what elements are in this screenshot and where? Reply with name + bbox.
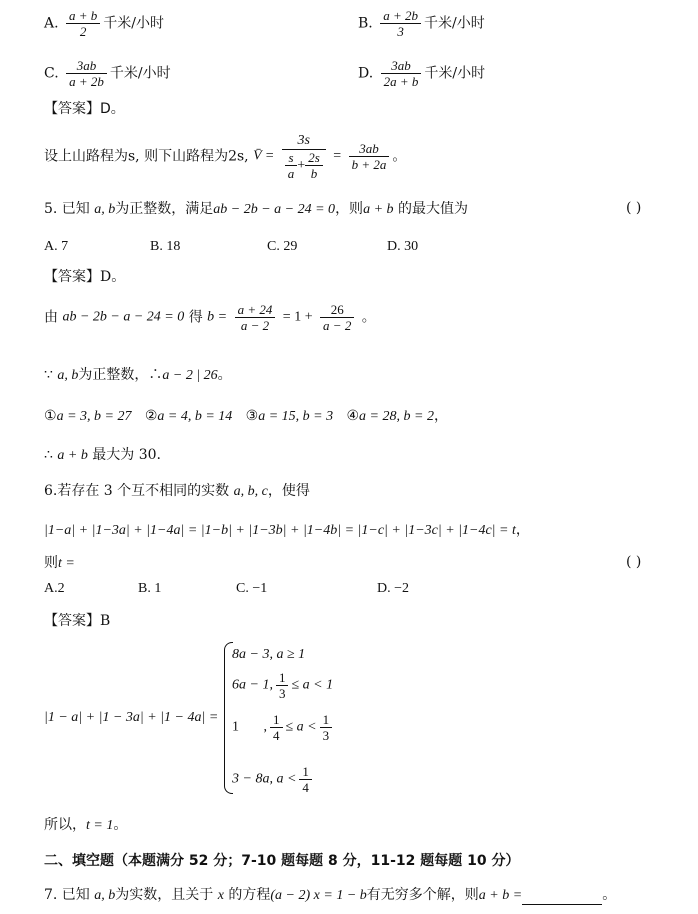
q6-question: 则t = — [44, 555, 75, 571]
q5-stem: 5. 已知 a, b为正整数，满足ab − 2b − a − 24 = 0，则a + b 的最大值为 — [44, 201, 468, 217]
q4-option-b — [358, 8, 485, 39]
q4-option-a — [44, 8, 164, 39]
q6-answer: 【答案】B — [44, 613, 111, 629]
q5-solution-line1: 由 ab − 2b − a − 24 = 0 得 b = $\frac{a + 24}{a - 2}$ = 1 + $\frac{26}{a - 2}$ 。 — [44, 302, 376, 333]
q6-conclusion: 所以，t = 1。 — [44, 817, 128, 833]
q5-option-d: D. 30 — [387, 239, 419, 254]
q5-option-b: B. 18 — [150, 239, 181, 254]
section-heading: 二、填空题（本题满分 52 分；7-10 题每题 8 分，11-12 题每题 10 分） — [44, 853, 520, 869]
q6-answer-paren: ( ) — [626, 554, 642, 570]
nested-fraction: 3s $\frac{s}{a}$ + $\frac{2s}{b}$ — [282, 132, 326, 181]
unit: 千米/小时 — [423, 15, 485, 32]
q5-option-a: A. 7 — [44, 239, 69, 254]
velocity-symbol: V̄ = — [253, 148, 275, 164]
q5-solution-line2: ∵ a, b为正整数，∴a − 2 | 26。 — [44, 367, 232, 383]
q5-cases: ①a = 3, b = 27 ②a = 4, b = 14 ③a = 15, b = 3 ④a = 28, b = 2， — [44, 408, 448, 424]
q4-option-c — [44, 58, 171, 89]
q6-piecewise-case3: 1 , $\frac{1}{4}$ ≤ a < $\frac{1}{3}$ — [232, 712, 335, 743]
q5-answer: 【答案】D。 — [44, 269, 126, 285]
q6-option-c: C. −1 — [236, 581, 268, 596]
q5-answer-paren: ( ) — [626, 200, 642, 216]
result-fraction: $\frac{3ab}{b + 2a}$ — [349, 141, 390, 172]
option-letter: B. — [358, 15, 373, 32]
fraction: $\frac{3ab}{a + 2b}$ — [66, 58, 107, 89]
answer-blank[interactable] — [522, 890, 602, 905]
q6-piecewise-lhs: |1 − a| + |1 − 3a| + |1 − 4a| = — [44, 710, 219, 725]
q4-answer: 【答案】D。 — [44, 101, 125, 117]
q6-option-a: A.2 — [44, 581, 65, 596]
q5-conclusion: ∴ a + b 最大为 30. — [44, 447, 161, 463]
solution-text: 设上山路程为s, 则下山路程为2s, — [44, 148, 249, 165]
option-letter: D. — [358, 65, 374, 82]
q6-stem: 6.若存在 3 个互不相同的实数 a, b, c，使得 — [44, 483, 310, 499]
q6-option-d: D. −2 — [377, 581, 410, 596]
q4-option-d — [358, 58, 485, 89]
unit: 千米/小时 — [424, 65, 486, 82]
q4-solution: 设上山路程为s, 则下山路程为2s, V̄ = 3s $\frac{s}{a}$ + $\frac{2s}{b}$ = $\frac{3ab}{b + 2a}$ 。 — [44, 133, 407, 181]
q6-piecewise-case1: 8a − 3, a ≥ 1 — [232, 647, 306, 662]
fraction: $\frac{a + b}{2}$ — [66, 8, 100, 39]
q6-option-b: B. 1 — [138, 581, 162, 596]
q6-piecewise-case4: 3 − 8a, a < $\frac{1}{4}$ — [232, 764, 315, 795]
unit: 千米/小时 — [109, 65, 171, 82]
q5-option-c: C. 29 — [267, 239, 298, 254]
fraction: $\frac{3ab}{2a + b}$ — [381, 58, 422, 89]
q6-equation: |1−a| + |1−3a| + |1−4a| = |1−b| + |1−3b| + |1−4b| = |1−c| + |1−3c| + |1−4c| = t， — [44, 523, 530, 538]
q7-stem: 7. 已知 a, b为实数，且关于 x 的方程(a − 2) x = 1 − b有无穷多个解，则a + b = 。 — [44, 887, 617, 903]
fraction: $\frac{a + 2b}{3}$ — [380, 8, 421, 39]
option-letter: A. — [44, 15, 59, 32]
q6-piecewise-case2: 6a − 1, $\frac{1}{3}$ ≤ a < 1 — [232, 670, 334, 701]
unit: 千米/小时 — [103, 15, 165, 32]
option-letter: C. — [44, 65, 59, 82]
